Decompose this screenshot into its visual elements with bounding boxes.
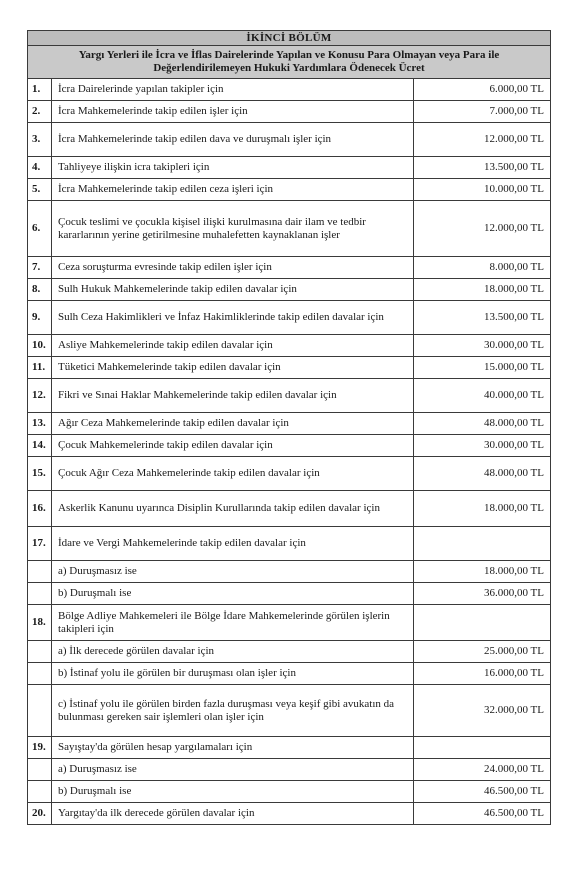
table-row <box>28 605 551 641</box>
item-amount <box>414 605 551 641</box>
item-amount: 40.000,00 TL <box>414 379 551 413</box>
table-row <box>28 663 551 685</box>
item-amount: 30.000,00 TL <box>414 435 551 457</box>
table-row <box>28 157 551 179</box>
section-title: İKİNCİ BÖLÜM <box>28 31 551 46</box>
table-row <box>28 123 551 157</box>
item-number: 5. <box>28 179 52 201</box>
item-description: Sulh Hukuk Mahkemelerinde takip edilen davalar için <box>52 279 414 301</box>
item-amount: 12.000,00 TL <box>414 201 551 257</box>
item-number: 2. <box>28 101 52 123</box>
item-number: 14. <box>28 435 52 457</box>
fee-schedule <box>27 30 551 825</box>
item-description: b) Duruşmalı ise <box>52 583 414 605</box>
item-amount: 18.000,00 TL <box>414 491 551 527</box>
item-description: İcra Mahkemelerinde takip edilen ceza işleri için <box>52 179 414 201</box>
table-row <box>28 583 551 605</box>
item-amount: 30.000,00 TL <box>414 335 551 357</box>
item-amount: 6.000,00 TL <box>414 79 551 101</box>
table-row <box>28 179 551 201</box>
item-description: a) Duruşmasız ise <box>52 561 414 583</box>
table-row <box>28 279 551 301</box>
table-row <box>28 457 551 491</box>
fee-table <box>27 30 551 825</box>
item-number: 20. <box>28 803 52 825</box>
table-row <box>28 301 551 335</box>
item-number <box>28 663 52 685</box>
item-number <box>28 759 52 781</box>
table-row <box>28 737 551 759</box>
item-description: Bölge Adliye Mahkemeleri ile Bölge İdare Mahkemelerinde görülen işlerin takipleri için <box>52 605 414 641</box>
item-number: 3. <box>28 123 52 157</box>
item-amount: 48.000,00 TL <box>414 457 551 491</box>
item-number: 19. <box>28 737 52 759</box>
table-row <box>28 79 551 101</box>
item-amount: 46.500,00 TL <box>414 781 551 803</box>
item-number <box>28 583 52 605</box>
item-description: Asliye Mahkemelerinde takip edilen davalar için <box>52 335 414 357</box>
item-number: 10. <box>28 335 52 357</box>
table-row <box>28 685 551 737</box>
section-title-row <box>28 31 551 46</box>
item-number: 18. <box>28 605 52 641</box>
item-description: a) Duruşmasız ise <box>52 759 414 781</box>
item-description: b) İstinaf yolu ile görülen bir duruşması olan işler için <box>52 663 414 685</box>
table-row <box>28 641 551 663</box>
item-amount: 48.000,00 TL <box>414 413 551 435</box>
table-row <box>28 379 551 413</box>
table-row <box>28 257 551 279</box>
item-amount: 24.000,00 TL <box>414 759 551 781</box>
item-description: c) İstinaf yolu ile görülen birden fazla duruşması veya keşif gibi avukatın da bulunması gereken sair işlemleri olan işler için <box>52 685 414 737</box>
item-description: Yargıtay'da ilk derecede görülen davalar için <box>52 803 414 825</box>
item-amount: 16.000,00 TL <box>414 663 551 685</box>
item-description: İdare ve Vergi Mahkemelerinde takip edilen davalar için <box>52 527 414 561</box>
item-amount <box>414 737 551 759</box>
table-row <box>28 435 551 457</box>
item-number <box>28 561 52 583</box>
section-subtitle: Yargı Yerleri ile İcra ve İflas Dairelerinde Yapılan ve Konusu Para Olmayan veya Para ile Değerlendirilemeyen Hukuki Yardımlara Ödenecek Ücret <box>28 46 551 79</box>
item-number: 9. <box>28 301 52 335</box>
item-number: 15. <box>28 457 52 491</box>
item-description: Sulh Ceza Hakimlikleri ve İnfaz Hakimliklerinde takip edilen davalar için <box>52 301 414 335</box>
item-description: İcra Mahkemelerinde takip edilen işler için <box>52 101 414 123</box>
item-number: 17. <box>28 527 52 561</box>
item-number: 4. <box>28 157 52 179</box>
table-row <box>28 357 551 379</box>
table-row <box>28 413 551 435</box>
item-description: Çocuk teslimi ve çocukla kişisel ilişki kurulmasına dair ilam ve tedbir kararlarının yerine getirilmesine muhalefetten kaynaklanan işler <box>52 201 414 257</box>
item-amount: 12.000,00 TL <box>414 123 551 157</box>
item-description: Fikri ve Sınai Haklar Mahkemelerinde takip edilen davalar için <box>52 379 414 413</box>
table-row <box>28 101 551 123</box>
item-amount: 32.000,00 TL <box>414 685 551 737</box>
item-amount: 13.500,00 TL <box>414 157 551 179</box>
item-description: Ceza soruşturma evresinde takip edilen işler için <box>52 257 414 279</box>
item-number: 7. <box>28 257 52 279</box>
item-amount: 7.000,00 TL <box>414 101 551 123</box>
item-amount: 15.000,00 TL <box>414 357 551 379</box>
item-description: Ağır Ceza Mahkemelerinde takip edilen davalar için <box>52 413 414 435</box>
item-number <box>28 781 52 803</box>
item-amount: 8.000,00 TL <box>414 257 551 279</box>
item-description: İcra Dairelerinde yapılan takipler için <box>52 79 414 101</box>
item-amount: 18.000,00 TL <box>414 279 551 301</box>
item-amount: 46.500,00 TL <box>414 803 551 825</box>
item-description: Askerlik Kanunu uyarınca Disiplin Kurullarında takip edilen davalar için <box>52 491 414 527</box>
table-row <box>28 561 551 583</box>
item-description: a) İlk derecede görülen davalar için <box>52 641 414 663</box>
item-number: 11. <box>28 357 52 379</box>
item-amount: 18.000,00 TL <box>414 561 551 583</box>
item-amount: 25.000,00 TL <box>414 641 551 663</box>
item-amount: 36.000,00 TL <box>414 583 551 605</box>
item-description: İcra Mahkemelerinde takip edilen dava ve duruşmalı işler için <box>52 123 414 157</box>
item-amount: 10.000,00 TL <box>414 179 551 201</box>
table-row <box>28 201 551 257</box>
item-number <box>28 685 52 737</box>
table-row <box>28 759 551 781</box>
item-number: 12. <box>28 379 52 413</box>
item-description: Çocuk Ağır Ceza Mahkemelerinde takip edilen davalar için <box>52 457 414 491</box>
table-row <box>28 335 551 357</box>
item-number: 16. <box>28 491 52 527</box>
item-number: 13. <box>28 413 52 435</box>
item-description: b) Duruşmalı ise <box>52 781 414 803</box>
item-amount <box>414 527 551 561</box>
item-description: Sayıştay'da görülen hesap yargılamaları için <box>52 737 414 759</box>
item-description: Çocuk Mahkemelerinde takip edilen davalar için <box>52 435 414 457</box>
item-number: 6. <box>28 201 52 257</box>
item-number: 1. <box>28 79 52 101</box>
table-row <box>28 527 551 561</box>
table-row <box>28 803 551 825</box>
item-number: 8. <box>28 279 52 301</box>
section-subtitle-row <box>28 46 551 79</box>
item-description: Tahliyeye ilişkin icra takipleri için <box>52 157 414 179</box>
item-amount: 13.500,00 TL <box>414 301 551 335</box>
table-row <box>28 491 551 527</box>
item-number <box>28 641 52 663</box>
table-row <box>28 781 551 803</box>
item-description: Tüketici Mahkemelerinde takip edilen davalar için <box>52 357 414 379</box>
